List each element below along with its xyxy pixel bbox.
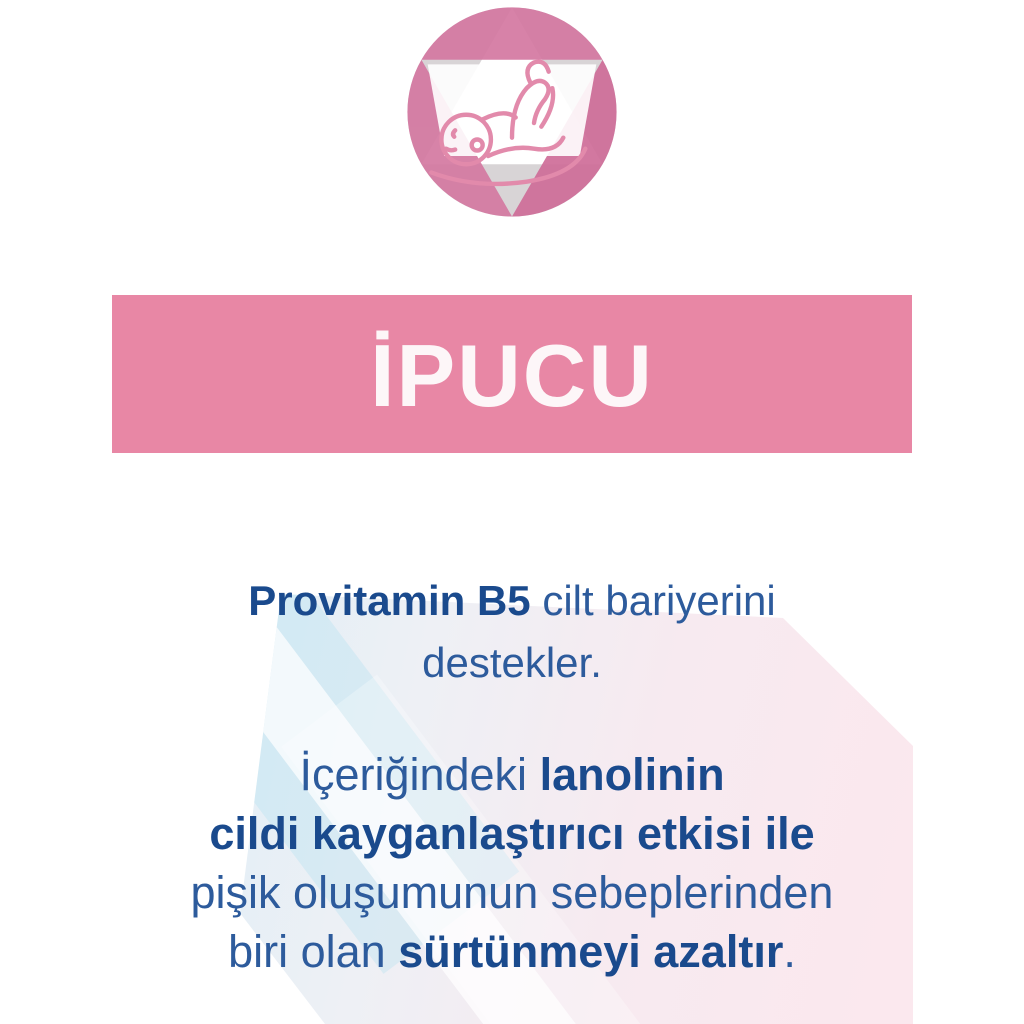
statement-bold-text: Provitamin B5 <box>248 577 531 624</box>
statement-line-2: destekler. <box>422 639 602 686</box>
statement-regular-text: cilt bariyerini <box>530 577 776 624</box>
tip-banner <box>112 295 912 453</box>
detail-line-1: İçeriğindeki lanolinin <box>299 749 725 800</box>
detail-line-2: cildi kayganlaştırıcı etkisi ile <box>209 808 815 859</box>
detail-line-3: pişik oluşumunun sebeplerinden <box>190 867 834 918</box>
statement-line-1 <box>0 570 1024 632</box>
baby-logo-icon <box>402 2 622 222</box>
tip-statement <box>0 570 1024 694</box>
baby-crest-logo <box>402 2 622 222</box>
tip-detail <box>0 745 1024 981</box>
detail-line-4: biri olan sürtünmeyi azaltır. <box>228 926 796 977</box>
tip-banner-title: İPUCU <box>370 326 654 425</box>
